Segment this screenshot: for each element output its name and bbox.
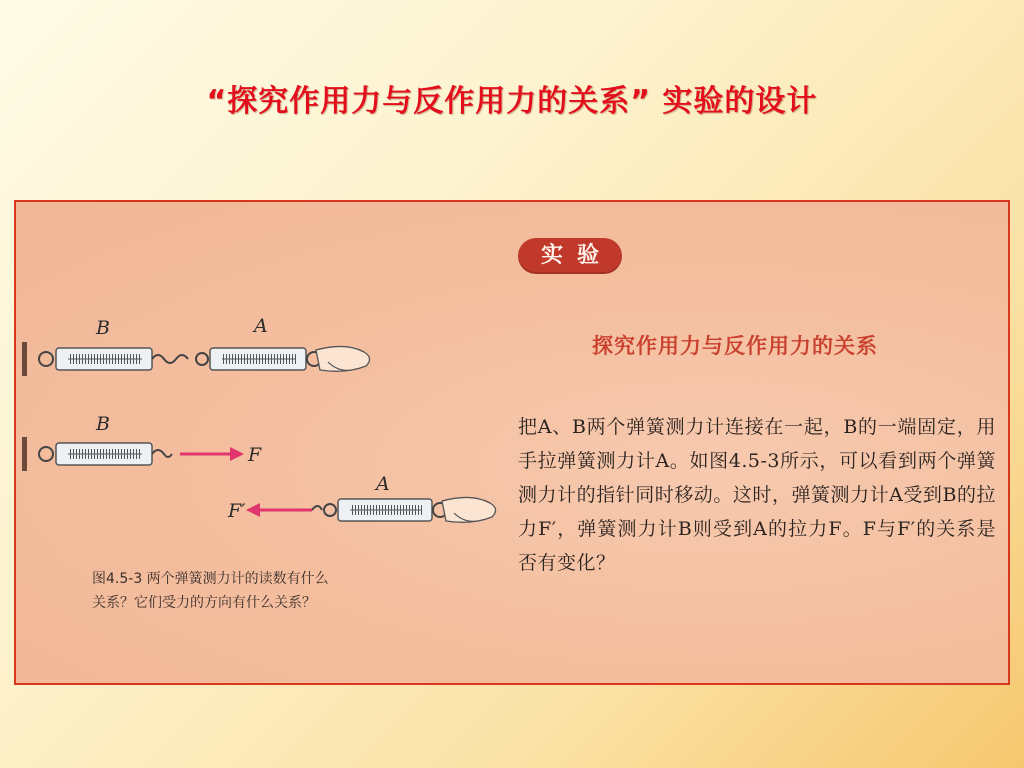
caption-line-1: 图4.5-3 两个弹簧测力计的读数有什么 bbox=[92, 571, 329, 587]
experiment-badge: 实验 bbox=[518, 238, 622, 274]
hand-icon-top bbox=[316, 346, 370, 371]
textbook-panel bbox=[14, 200, 1010, 685]
scale-b-top bbox=[39, 348, 152, 370]
hand-icon-bottom bbox=[442, 497, 496, 522]
figure-caption bbox=[92, 567, 422, 615]
wall-icon-middle bbox=[22, 437, 27, 471]
spring-scales-diagram bbox=[16, 312, 516, 562]
bottom-row bbox=[227, 473, 496, 522]
label-a-top: A bbox=[254, 315, 268, 337]
middle-row bbox=[22, 413, 262, 471]
scale-b-middle bbox=[39, 443, 152, 465]
caption-line-2: 关系？它们受力的方向有什么关系？ bbox=[92, 595, 316, 611]
label-b-top: B bbox=[96, 317, 110, 339]
label-force-f-prime: F′ bbox=[228, 500, 246, 522]
experiment-description: 把A、B两个弹簧测力计连接在一起，B的一端固定，用手拉弹簧测力计A。如图4.5-3所示，可以看到两个弹簧测力计的指针同时移动。这时，弹簧测力计A受到B的拉力F′，弹簧测力计B则受到A的拉力F。F与F′的关系是否有变化？ bbox=[518, 416, 996, 574]
wall-icon-top bbox=[22, 342, 27, 376]
experiment-title: 探究作用力与反作用力的关系 bbox=[592, 334, 878, 358]
label-b-middle: B bbox=[96, 413, 110, 435]
scale-a-top bbox=[196, 348, 321, 370]
label-a-bottom: A bbox=[376, 473, 390, 495]
connector-hook bbox=[152, 355, 188, 363]
slide-title: “探究作用力与反作用力的关系” 实验的设计 bbox=[206, 84, 818, 119]
label-force-f: F bbox=[248, 444, 262, 466]
scale-a-bottom bbox=[324, 499, 447, 521]
top-row bbox=[22, 315, 370, 376]
